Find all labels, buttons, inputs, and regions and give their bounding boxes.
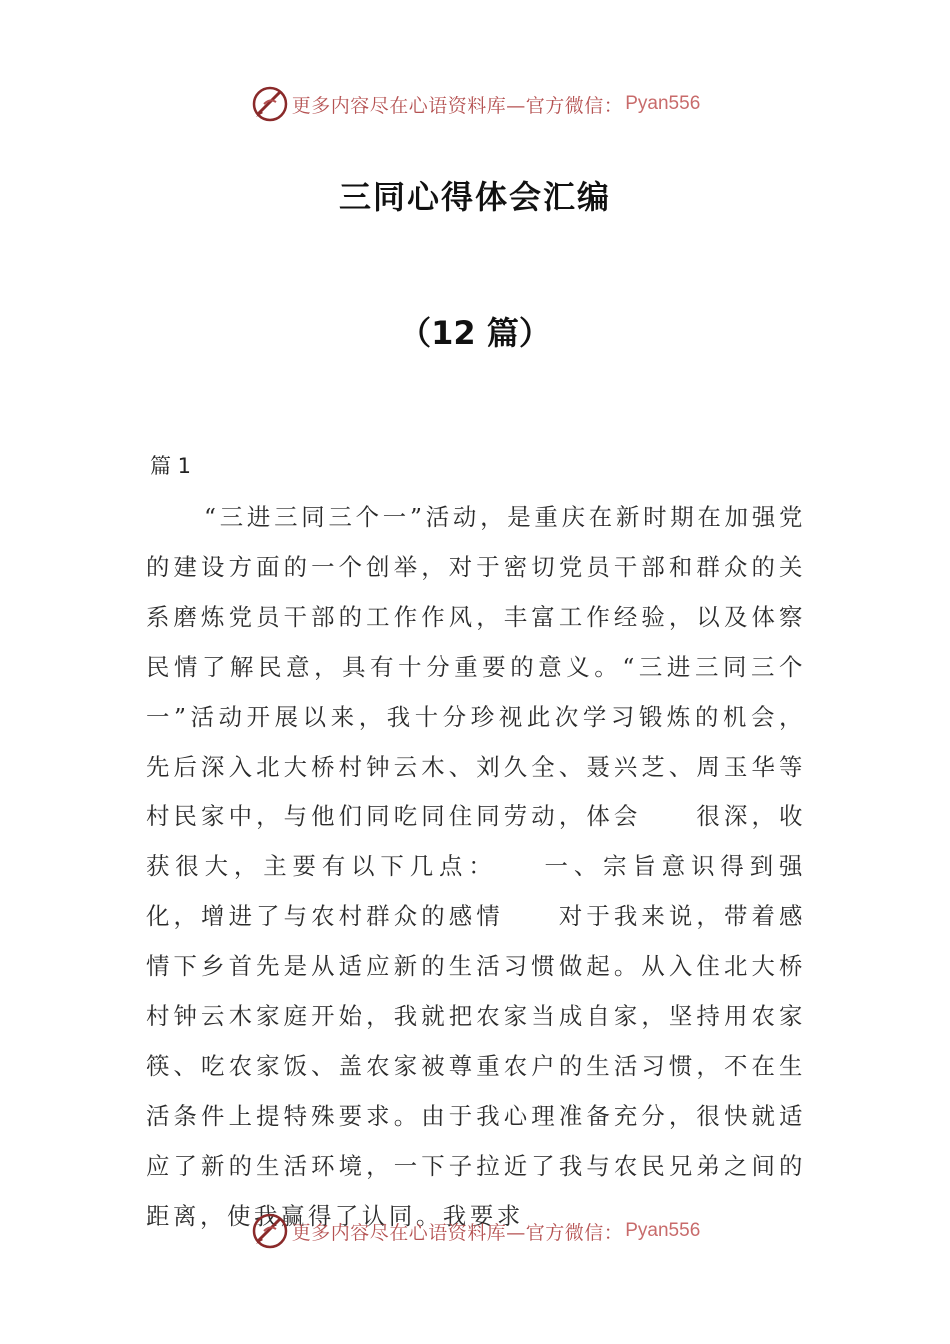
document-subtitle: （12 篇） bbox=[399, 314, 551, 352]
footer-watermark bbox=[0, 1209, 950, 1253]
header-watermark bbox=[0, 82, 950, 126]
chapter-label: 篇 1 bbox=[150, 454, 192, 478]
body-paragraph: “三进三同三个一”活动，是重庆在新时期在加强党的建设方面的一个创举，对于密切党员干部和群众的关系磨炼党员干部的工作作风，丰富工作经验，以及体察民情了解民意，具有十分重要的意义。“三进三同三个一”活动开展以来，我十分珍视此次学习锻炼的机会，先后深入北大桥村钟云木、刘久全、聂兴芝、周玉华等村民家中，与他们同吃同住同劳动，体会 很深，收获很大，主要有以下几点： 一、宗旨意识得到强化，增进了与农村群众的感情 对于我来说，带着感情下乡首先是从适应新的生活习惯做起。从入住北大桥村钟云木家庭开始，我就把农家当成自家，坚持用农家筷、吃农家饭、盖农家被尊重农户的生活习惯，不在生活条件上提特殊要求。由于我心理准备充分，很快就适应了新的生活环境，一下子拉近了我与农民兄弟之间的距离，使我赢得了认同。我要求 bbox=[146, 503, 806, 1230]
pen-logo-icon bbox=[250, 84, 290, 124]
document-title: 三同心得体会汇编 bbox=[338, 178, 611, 216]
watermark-text: 更多内容尽在心语资料库—官方微信： bbox=[291, 94, 624, 117]
watermark-wechat-id: Pyan556 bbox=[625, 93, 701, 114]
watermark-text: 更多内容尽在心语资料库—官方微信： bbox=[291, 1221, 624, 1244]
pen-logo-icon bbox=[250, 1211, 290, 1251]
watermark-wechat-id: Pyan556 bbox=[625, 1220, 701, 1241]
